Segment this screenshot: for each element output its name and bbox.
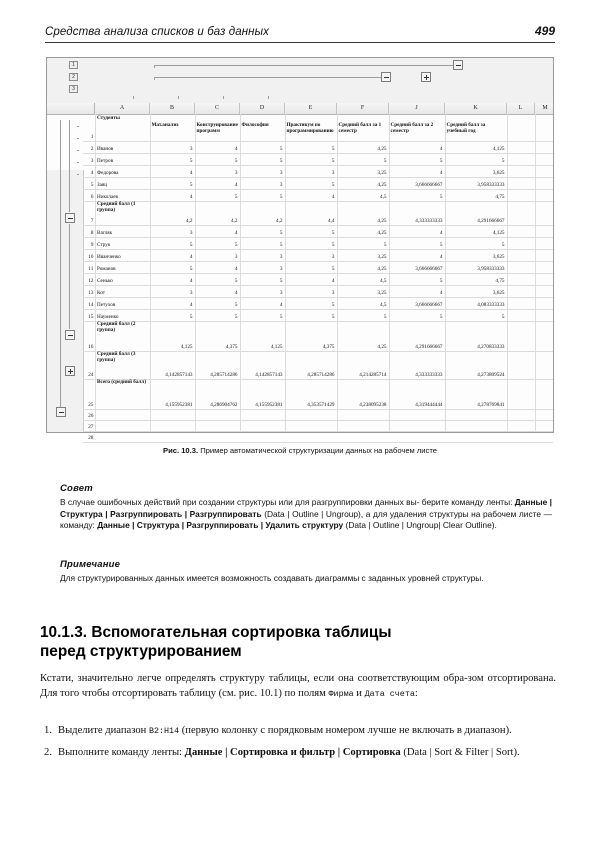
row-expand-button-group3[interactable] (65, 366, 75, 376)
column-header-c[interactable]: C (195, 103, 240, 114)
grid-row-sep (83, 442, 553, 443)
cell-value[interactable]: 4,285714286 (307, 371, 335, 378)
steps-list (40, 724, 556, 767)
cell-value[interactable]: 5 (189, 265, 193, 272)
tip-line1: В случае ошибочных действий при создании структуры или для разгруппировки данных вы- (60, 497, 420, 507)
cell-value[interactable]: 5 (189, 241, 193, 248)
figure-caption-text: Пример автоматической структуризации данных на рабочем листе (200, 446, 437, 455)
tip-line4-tail: (Data | Outline | Ungroup| Clear Outline). (343, 520, 497, 531)
cell-value[interactable]: 3 (279, 181, 283, 188)
grid-row-sep (83, 237, 553, 238)
row-header[interactable]: 4 (90, 170, 94, 176)
column-expand-button[interactable] (421, 72, 431, 82)
cell-value[interactable]: 3 (189, 289, 193, 296)
tip-title: Совет (60, 483, 93, 494)
cell-value[interactable]: 3 (331, 253, 335, 260)
figure-caption-label: Рис. 10.3. (163, 446, 199, 455)
cell-value[interactable]: 4 (234, 145, 238, 152)
cell-value[interactable]: 4,2 (186, 217, 193, 224)
grid-row-sep (83, 379, 553, 380)
cell-value[interactable]: 4,5 (380, 301, 387, 308)
cell-value[interactable]: 5 (331, 229, 335, 236)
grid-row-sep (83, 177, 553, 178)
row-header[interactable]: 8 (90, 230, 94, 236)
cell-value[interactable]: 5 (439, 313, 443, 320)
cell-value[interactable]: 3 (279, 289, 283, 296)
cell-student-name[interactable]: Иванов (97, 145, 114, 152)
cell-value[interactable]: 4,25 (377, 343, 387, 350)
cell-value[interactable]: 3 (331, 289, 335, 296)
cell-value[interactable]: 5 (331, 313, 335, 320)
cell-value[interactable]: 3 (234, 169, 238, 176)
cell-value[interactable]: 4,214285714 (359, 371, 387, 378)
column-collapse-button-level1[interactable] (453, 60, 463, 70)
cell-value[interactable]: 4 (234, 265, 238, 272)
row-collapse-button-group1[interactable] (65, 213, 75, 223)
cell-student-name[interactable]: Средний балл (3 группа) (97, 351, 136, 363)
grid-row-sep (83, 165, 553, 166)
row-header[interactable]: 15 (88, 314, 94, 320)
cell-student-name[interactable]: Николаев (97, 193, 118, 200)
row-header[interactable]: 9 (90, 242, 94, 248)
cell-value[interactable]: 5 (234, 313, 238, 320)
grid-row-sep (83, 201, 553, 202)
cell-value[interactable]: 5 (439, 157, 443, 164)
cell-student-name[interactable]: Иванченко (97, 253, 121, 260)
list-item (40, 724, 556, 739)
section-heading-line2: перед структурированием (40, 643, 242, 660)
cell-student-name[interactable]: Студенты (97, 115, 120, 121)
cell-value[interactable]: 4 (234, 289, 238, 296)
row-header[interactable]: 14 (88, 302, 94, 308)
cell-student-name[interactable]: Средний балл (1 группа) (97, 201, 136, 213)
cell-value[interactable]: 5 (279, 229, 283, 236)
row-header[interactable]: 5 (90, 182, 94, 188)
step1-text-a: Выделите диапазон (58, 725, 149, 736)
tip-text (60, 497, 552, 532)
cell-value[interactable]: 4,285714286 (210, 371, 238, 378)
cell-value[interactable]: 5 (189, 181, 193, 188)
cell-value[interactable]: 3,958333333 (477, 265, 505, 272)
cell-value[interactable]: 5 (501, 313, 505, 320)
row-header[interactable]: 6 (90, 194, 94, 200)
cell-value[interactable]: 5 (189, 157, 193, 164)
cell-value[interactable]: 4,142857143 (165, 371, 193, 378)
cell-column-title[interactable]: Средний балл за 2 семестр (390, 122, 434, 134)
grid-row-sep (83, 431, 553, 432)
row-collapse-button-total[interactable] (56, 407, 66, 417)
cell-value[interactable]: 4,25 (377, 265, 387, 272)
cell-value[interactable]: 5 (331, 157, 335, 164)
cell-value[interactable]: 4 (234, 229, 238, 236)
grid-row-sep (83, 297, 553, 298)
cell-value[interactable]: 5 (331, 265, 335, 272)
cell-value[interactable]: 3,666666667 (415, 301, 443, 308)
cell-value[interactable]: 4 (331, 277, 335, 284)
grid-row-sep (83, 420, 553, 421)
column-header-m[interactable]: M (542, 105, 548, 111)
step2-text-a: Выполните команду ленты: (58, 746, 185, 758)
cell-value[interactable]: 4,333333333 (415, 217, 443, 224)
column-header-e[interactable]: E (285, 103, 337, 114)
cell-column-title[interactable]: Мат.анализ (151, 122, 179, 128)
step1-text-b: (первую колонку с порядковым номером лучше не включать в диапазон). (179, 725, 512, 736)
cell-column-title[interactable]: Конструирование программ (196, 122, 238, 134)
row-collapse-button-group2[interactable] (65, 330, 75, 340)
section-intro-paragraph (40, 672, 556, 701)
cell-value[interactable]: 3,666666667 (415, 265, 443, 272)
row-group-line-outer (60, 120, 61, 410)
cell-value[interactable]: 5 (279, 193, 283, 200)
cell-value[interactable]: 3 (279, 265, 283, 272)
intro-text-c: : (414, 687, 418, 699)
cell-value[interactable]: 5 (383, 241, 387, 248)
row-header[interactable]: 24 (88, 372, 94, 378)
cell-student-name[interactable]: Петухов (97, 301, 116, 308)
cell-column-title[interactable]: Средний балл за 1 семестр (338, 122, 382, 134)
cell-value[interactable]: 5 (279, 241, 283, 248)
column-header-j[interactable]: J (389, 103, 445, 114)
field-name-date: Дата счета (364, 688, 415, 699)
cell-value[interactable]: 4,155952381 (255, 401, 283, 408)
cell-value[interactable]: 5 (234, 241, 238, 248)
tip-line3-lead: Outline | Ungroup), а для удаления структуры на рабочем листе — команду: (60, 508, 553, 531)
outline-level-button-1[interactable]: 1 (69, 61, 78, 69)
cell-column-title[interactable]: Философия (241, 122, 269, 128)
cell-value[interactable]: 4,75 (495, 277, 505, 284)
tip-command-2b: Структура | Разгруппировать | Удалить структуру (136, 520, 344, 531)
row-group-line-group1 (69, 120, 70, 212)
cell-value[interactable]: 5 (383, 157, 387, 164)
grid-row-sep (83, 141, 553, 142)
cell-student-name[interactable]: Сенько (97, 277, 113, 284)
row-header[interactable]: 7 (90, 218, 94, 224)
step-number: 2. (44, 746, 52, 758)
cell-value[interactable]: 5 (279, 277, 283, 284)
tip-line2-tail: (Data | (261, 508, 290, 519)
cell-value[interactable]: 5 (279, 157, 283, 164)
cell-value[interactable]: 4,125 (492, 229, 505, 236)
cell-value[interactable]: 3,25 (377, 289, 387, 296)
cell-value[interactable]: 4 (189, 193, 193, 200)
cell-value[interactable]: 4,75 (495, 193, 505, 200)
column-outline-bar (47, 58, 553, 104)
step2-text-b: (Data | Sort & Filter | Sort). (400, 746, 520, 758)
cell-value[interactable]: 4,2 (231, 217, 238, 224)
cell-value[interactable]: 5 (501, 157, 505, 164)
row-header[interactable]: 27 (88, 424, 94, 430)
cell-value[interactable]: 3 (189, 229, 193, 236)
range-reference: B2:H14 (148, 726, 180, 736)
figure-excel-outline-screenshot (46, 57, 554, 441)
cell-value[interactable]: 3 (331, 169, 335, 176)
row-header[interactable]: 25 (88, 402, 94, 408)
cell-value[interactable]: 4,291666667 (477, 217, 505, 224)
list-item (40, 746, 556, 761)
column-header-d[interactable]: D (240, 103, 285, 114)
cell-value[interactable]: 3 (189, 145, 193, 152)
cell-value[interactable]: 5 (331, 145, 335, 152)
cell-value[interactable]: 4,25 (377, 145, 387, 152)
cell-value[interactable]: 4,4 (328, 217, 335, 224)
cell-value[interactable]: 4,155952381 (165, 401, 193, 408)
step-number: 1. (44, 725, 52, 736)
row-tick (77, 174, 79, 175)
cell-value[interactable]: 3,958333333 (477, 181, 505, 188)
cell-student-name[interactable]: Всего (средний балл) (97, 379, 147, 385)
row-header[interactable]: 13 (88, 290, 94, 296)
column-collapse-button-level2[interactable] (381, 72, 391, 82)
cell-value[interactable]: 4 (189, 277, 193, 284)
cell-value[interactable]: 4,2 (276, 217, 283, 224)
grid-row-sep (83, 285, 553, 286)
column-tick-c (178, 96, 179, 99)
cell-value[interactable]: 4,125 (270, 343, 283, 350)
outline-level-button-3[interactable]: 3 (69, 85, 78, 93)
cell-value[interactable]: 4,125 (180, 343, 193, 350)
row-header[interactable]: 28 (88, 435, 94, 441)
cell-value[interactable]: 4,25 (377, 181, 387, 188)
cell-value[interactable]: 4,286904762 (210, 401, 238, 408)
select-all-corner[interactable] (79, 103, 95, 114)
cell-student-name[interactable]: Кот (97, 289, 105, 296)
grid-row-sep (83, 189, 553, 190)
note-text: Для структурированных данных имеется возможность создавать диаграммы с заданных уровней структуры. (60, 573, 484, 583)
tip-line2-lead: берите команду ленты: (421, 497, 515, 507)
cell-value[interactable]: 5 (279, 145, 283, 152)
cell-value[interactable]: 4 (189, 253, 193, 260)
cell-value[interactable]: 5 (501, 241, 505, 248)
cell-value[interactable]: 3,25 (377, 253, 387, 260)
grid-row-sep (83, 153, 553, 154)
cell-value[interactable]: 3 (279, 169, 283, 176)
cell-value[interactable]: 4,270833333 (477, 343, 505, 350)
section-heading-line1: 10.1.3. Вспомогательная сортировка таблицы (40, 624, 392, 641)
row-tick (77, 126, 79, 127)
column-group-tick-level2 (154, 77, 155, 80)
grid-row-sep (83, 321, 553, 322)
cell-value[interactable]: 4 (439, 145, 443, 152)
cell-value[interactable]: 5 (331, 301, 335, 308)
cell-student-name[interactable]: Науменко (97, 313, 119, 320)
cell-value[interactable]: 4 (439, 229, 443, 236)
cell-value[interactable]: 3,625 (492, 253, 505, 260)
cell-value[interactable]: 3,666666667 (415, 181, 443, 188)
cell-student-name[interactable]: Заяц (97, 181, 108, 188)
cell-value[interactable]: 4,353571429 (307, 401, 335, 408)
running-header-title: Средства анализа списков и баз данных (45, 26, 269, 38)
grid-row-sep (83, 351, 553, 352)
cell-value[interactable]: 4 (331, 193, 335, 200)
cell-value[interactable]: 5 (383, 313, 387, 320)
cell-value[interactable]: 3,625 (492, 169, 505, 176)
grid-row-sep (83, 273, 553, 274)
excel-worksheet (47, 58, 553, 441)
row-header[interactable]: 12 (88, 278, 94, 284)
cell-value[interactable]: 4 (234, 181, 238, 188)
cell-value[interactable]: 5 (331, 181, 335, 188)
step2-command: Данные | Сортировка и фильтр | Сортировка (184, 746, 401, 758)
cell-student-name[interactable]: Струк (97, 241, 111, 248)
row-tick (77, 150, 79, 151)
cell-value[interactable]: 4,125 (492, 145, 505, 152)
row-tick (77, 138, 79, 139)
cell-value[interactable]: 5 (234, 193, 238, 200)
cell-value[interactable]: 4,375 (322, 343, 335, 350)
row-header[interactable]: 2 (90, 146, 94, 152)
column-header-l[interactable]: L (507, 103, 535, 114)
field-name-firma: Фирма (328, 688, 354, 699)
column-header-a[interactable]: A (95, 103, 150, 114)
column-tick-d (223, 96, 224, 99)
row-header[interactable]: 10 (88, 254, 94, 260)
column-tick-e (268, 96, 269, 99)
cell-value[interactable]: 4 (439, 253, 443, 260)
cell-value[interactable]: 5 (234, 277, 238, 284)
cell-value[interactable]: 3,625 (492, 289, 505, 296)
step-text (58, 724, 556, 739)
cell-value[interactable]: 4,25 (377, 217, 387, 224)
cell-value[interactable]: 3,25 (377, 169, 387, 176)
cell-value[interactable]: 4,238095238 (359, 401, 387, 408)
cell-value[interactable]: 4,273809524 (477, 371, 505, 378)
cell-value[interactable]: 4 (279, 301, 283, 308)
cell-value[interactable]: 5 (234, 301, 238, 308)
header-rule (45, 42, 555, 43)
row-header[interactable]: 3 (90, 158, 94, 164)
running-header (45, 24, 555, 38)
cell-student-name[interactable]: Романов (97, 265, 116, 272)
row-header[interactable]: 16 (88, 344, 94, 350)
cell-value[interactable]: 4,319444444 (415, 401, 443, 408)
tip-callout (60, 483, 552, 532)
cell-value[interactable]: 5 (189, 313, 193, 320)
section-heading (40, 623, 555, 661)
cell-value[interactable]: 4 (439, 289, 443, 296)
cell-value[interactable]: 5 (439, 241, 443, 248)
cell-value[interactable]: 4,278769841 (477, 401, 505, 408)
cell-value[interactable]: 4 (439, 169, 443, 176)
row-header[interactable]: 26 (88, 413, 94, 419)
cell-value[interactable]: 4 (189, 301, 193, 308)
row-tick (77, 162, 79, 163)
cell-value[interactable]: 3 (234, 253, 238, 260)
cell-value[interactable]: 4 (189, 169, 193, 176)
cell-student-name[interactable]: Федорова (97, 169, 119, 176)
note-callout (60, 559, 552, 585)
grid-row-sep (83, 249, 553, 250)
grid-row-sep (83, 309, 553, 310)
tip-command-2a: Данные | (97, 520, 135, 531)
cell-value[interactable]: 4,5 (380, 193, 387, 200)
cell-value[interactable]: 5 (439, 277, 443, 284)
column-header-k[interactable]: K (445, 103, 507, 114)
cell-value[interactable]: 5 (234, 157, 238, 164)
cell-value[interactable]: 4,5 (380, 277, 387, 284)
cell-value[interactable]: 4,142857143 (255, 371, 283, 378)
column-header-b[interactable]: B (150, 103, 195, 114)
cell-value[interactable]: 4,333333333 (415, 371, 443, 378)
grid-row-sep (83, 261, 553, 262)
cell-value[interactable]: 5 (331, 241, 335, 248)
row-header[interactable]: 11 (88, 266, 94, 272)
row-header[interactable]: 1 (90, 134, 94, 140)
step-text (58, 746, 556, 761)
worksheet-grid (47, 114, 553, 441)
grid-row-sep (83, 409, 553, 410)
column-group-line-level1 (154, 65, 454, 66)
column-group-tick-level1 (154, 65, 155, 68)
row-outline-gutter (47, 170, 84, 432)
cell-value[interactable]: 5 (439, 193, 443, 200)
note-title: Примечание (60, 559, 121, 570)
column-tick-b (133, 96, 134, 99)
cell-column-title[interactable]: Средний балл за учебный год (446, 122, 486, 134)
cell-column-title[interactable]: Практикум по программированию (286, 122, 334, 134)
page-number: 499 (534, 24, 555, 38)
cell-student-name[interactable]: Средний балл (2 группа) (97, 321, 136, 333)
tip-command-1: Данные | Структура | Разгруппировать | Разгруппировать (60, 497, 552, 519)
cell-value[interactable]: 4,291666667 (415, 343, 443, 350)
figure-caption (46, 446, 554, 455)
row-group-line-group2 (69, 224, 70, 329)
grid-row-sep (83, 225, 553, 226)
cell-value[interactable]: 3 (279, 253, 283, 260)
outline-level-button-2[interactable]: 2 (69, 73, 78, 81)
cell-value[interactable]: 5 (279, 313, 283, 320)
column-header-f[interactable]: F (337, 103, 389, 114)
column-group-line-level2 (154, 77, 382, 78)
cell-value[interactable]: 4,083333333 (477, 301, 505, 308)
cell-student-name[interactable]: Петров (97, 157, 114, 164)
cell-student-name[interactable]: Вагляк (97, 229, 113, 236)
cell-value[interactable]: 4,25 (377, 229, 387, 236)
intro-text-b: и (353, 687, 365, 699)
intro-text-a: Кстати, значительно легче определять структуру таблицы, если она соответствующим обра-зом отсортирована. Для того чтобы отсортировать таблицу (см. рис. 10.1) по полям (40, 673, 556, 699)
cell-value[interactable]: 4,375 (225, 343, 238, 350)
